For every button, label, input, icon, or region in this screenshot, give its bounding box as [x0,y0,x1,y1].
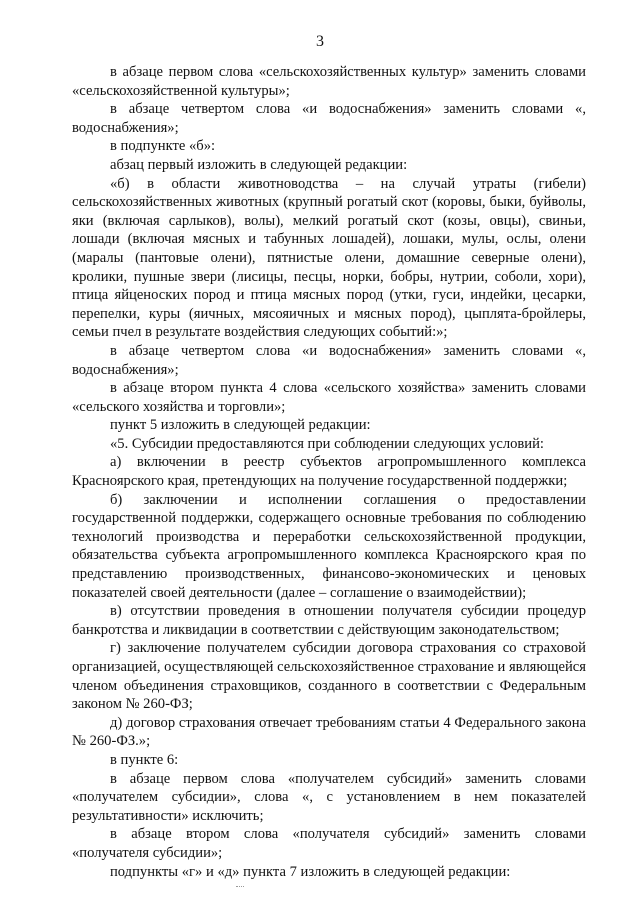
paragraph-4: абзац первый изложить в следующей редакции: [110,156,408,173]
paragraph-16: в абзаце первом слова «получателем субсидий» заменить словами «получателем субсидии», слова «, с установлением в нем показателей результативности» исключить; [72,770,586,824]
paragraph-10: а) включении в реестр субъектов агропромышленного комплекса Красноярского края, претендующих на получение государственной поддержки; [72,454,586,490]
paragraph-12: в) отсутствии проведения в отношении получателя субсидии процедур банкротства и ликвидации в соответствии с действующим законодательством; [72,603,586,638]
paragraph-17: в абзаце втором слова «получателя субсидий» заменить словами «получателя субсидии»; [72,826,586,861]
paragraph-1: в абзаце первом слова «сельскохозяйственных культур» заменить словами «сельскохозяйственной культуры»; [72,64,586,99]
paragraph-13: г) заключение получателем субсидии договора страхования со страховой организацией, осуществляющей сельскохозяйственное страхование и являющейся членом объединения страховщиков, созданного в соответствии с Федеральным законом № 260-ФЗ; [72,640,586,713]
paragraph-18: подпункты «г» и «д» пункта 7 изложить в следующей редакции: [110,863,511,880]
paragraph-2: в абзаце четвертом слова «и водоснабжения» заменить словами «, водоснабжения»; [72,101,586,136]
paragraph-14: д) договор страхования отвечает требованиям статьи 4 Федерального закона № 260-ФЗ.»; [72,714,586,750]
paragraph-5: «б) в области животноводства – на случай утраты (гибели) сельскохозяйственных животных (крупный рогатый скот (коровы, быки, буйволы, яки (включая сарлыков), волы), мелкий рогатый скот (козы, овцы), свиньи, лошади (включая мясных и табунных лошадей), лошаки, мулы, ослы, олени (маралы (пантовые олени), пятнистые олени, домашние северные олени), кролики, пушные звери (лисицы, песцы, норки, бобры, нутрии, соболи, хори), птица яйценоских пород и птица мясных пород (утки, гуси, индейки, цесарки, перепелки, куры (яичных, мясояичных и мясных пород), цыплята-бройлеры, семьи пчел в результате воздействия следующих событий:»; [72,175,586,341]
page-number: 3 [316,33,324,50]
paragraph-15: в пункте 6: [110,751,179,768]
paragraph-8: пункт 5 изложить в следующей редакции: [110,417,371,434]
scan-dot-mark [236,886,244,887]
paragraph-11: б) заключении и исполнении соглашения о предоставлении государственной поддержки, содержащего основные требования по соблюдению технологий производства и переработки сельскохозяйственной продукции, обязательства субъекта агропромышленного комплекса Красноярского края по представлению производственных, финансово-экономических и ценовых показателей своей деятельности (далее – соглашение о взаимодействии); [72,491,586,601]
paragraph-3: в подпункте «б»: [110,138,216,155]
document-body [72,63,586,881]
paragraph-9: «5. Субсидии предоставляются при соблюдении следующих условий: [110,435,544,452]
paragraph-6: в абзаце четвертом слова «и водоснабжения» заменить словами «, водоснабжения»; [72,342,586,378]
paragraph-7: в абзаце втором пункта 4 слова «сельского хозяйства» заменить словами «сельского хозяйства и торговли»; [72,380,586,415]
